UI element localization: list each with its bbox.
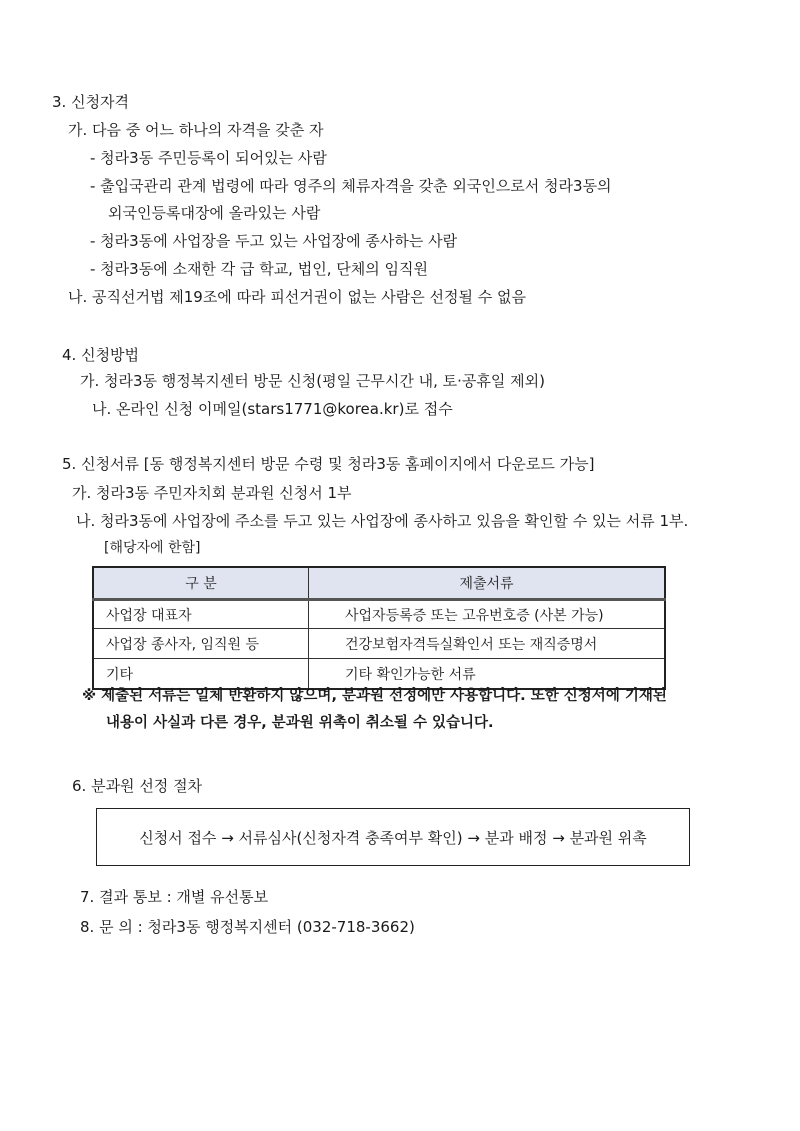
table-cell: 기타 [93,659,309,690]
list-item: - 청라3동에 사업장을 두고 있는 사업장에 종사하는 사람 [90,232,458,250]
section-3-ga: 가. 다음 중 어느 하나의 자격을 갖춘 자 [68,121,324,139]
table-header: 제출서류 [309,567,666,600]
table-cell: 건강보험자격득실확인서 또는 재직증명서 [309,629,666,659]
list-item: - 청라3동 주민등록이 되어있는 사람 [90,149,327,167]
table-cell: 기타 확인가능한 서류 [309,659,666,690]
list-item: - 출입국관리 관계 법령에 따라 영주의 체류자격을 갖춘 외국인으로서 청라3동의 [90,177,612,195]
list-item: - 청라3동에 소재한 각 급 학교, 법인, 단체의 임직원 [90,260,428,278]
table-cell: 사업자등록증 또는 고유번호증 (사본 가능) [309,600,666,629]
table-row [93,659,665,690]
section-4-na: 나. 온라인 신청 이메일(stars1771@korea.kr)로 접수 [92,400,453,418]
list-item-continued: 외국인등록대장에 올라있는 사람 [108,204,321,222]
section-3-title: 3. 신청자격 [52,93,130,111]
table-row [93,600,665,629]
section-5-title: 5. 신청서류 [동 행정복지센터 방문 수령 및 청라3동 홈페이지에서 다운로드 가능] [62,455,595,473]
selection-process-box [96,808,690,866]
section-5-ga: 가. 청라3동 주민자치회 분과원 신청서 1부 [72,484,352,502]
table-row [93,629,665,659]
table-header: 구 분 [93,567,309,600]
documents-table [92,566,666,690]
table-cell: 사업장 대표자 [93,600,309,629]
section-5-na: 나. 청라3동에 사업장에 주소를 두고 있는 사업장에 종사하고 있음을 확인할 수 있는 서류 1부. [76,512,689,530]
notice-line-2: 내용이 사실과 다른 경우, 분과원 위촉이 취소될 수 있습니다. [106,715,494,731]
selection-process-flow: 신청서 접수 → 서류심사(신청자격 충족여부 확인) → 분과 배정 → 분과원 위촉 [139,828,647,847]
section-4-ga: 가. 청라3동 행정복지센터 방문 신청(평일 근무시간 내, 토·공휴일 제외) [80,372,545,390]
section-4-title: 4. 신청방법 [62,346,140,364]
section-6-title: 6. 분과원 선정 절차 [72,777,203,795]
notice-line-1: ※ 제출된 서류는 일체 반환하지 않으며, 분과원 선정에만 사용합니다. 또한 신청서에 기재된 [82,688,667,704]
section-8: 8. 문 의 : 청라3동 행정복지센터 (032-718-3662) [80,918,415,936]
table-cell: 사업장 종사자, 임직원 등 [93,629,309,659]
section-3-na: 나. 공직선거법 제19조에 따라 피선거권이 없는 사람은 선정될 수 없음 [68,288,527,306]
section-5-na-note: [해당자에 한함] [104,540,201,556]
section-7: 7. 결과 통보 : 개별 유선통보 [80,888,269,906]
table-header-row [93,567,665,600]
